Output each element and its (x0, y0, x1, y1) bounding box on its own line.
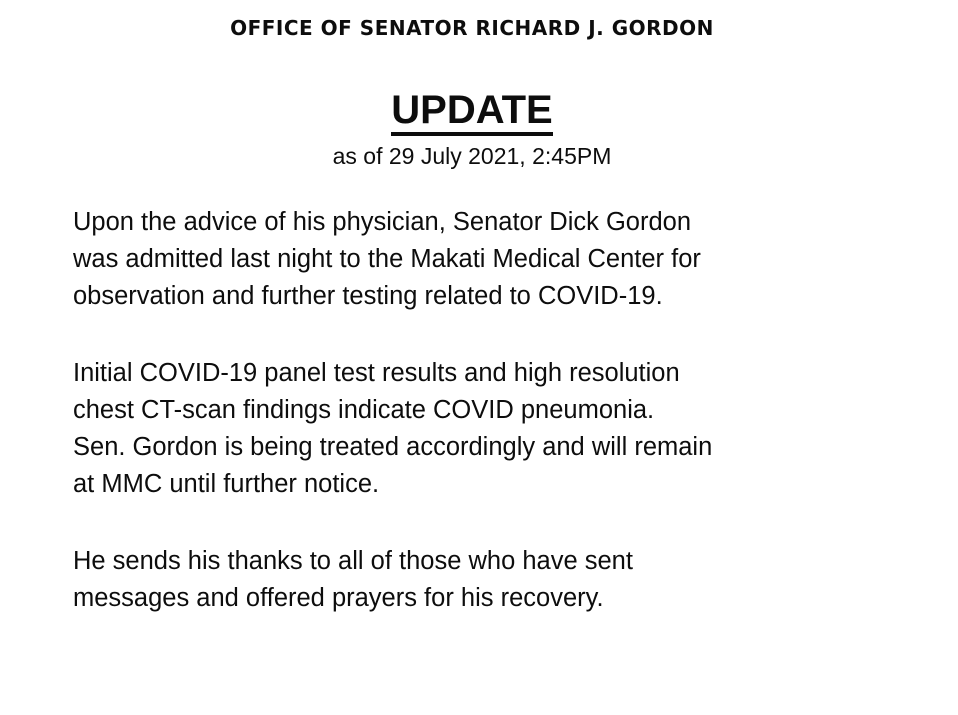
paragraph-line: at MMC until further notice. (73, 470, 380, 498)
update-date: as of 29 July 2021, 2:45PM (332, 143, 612, 169)
paragraph-line: Initial COVID-19 panel test results and high resolution (73, 359, 680, 387)
paragraph-line: Upon the advice of his physician, Senator Dick Gordon (73, 208, 692, 236)
paragraph-test-results (73, 355, 933, 503)
paragraph-line: was admitted last night to the Makati Medical Center for (73, 245, 701, 273)
paragraph-line: observation and further testing related to COVID-19. (73, 282, 663, 310)
paragraph-line: Sen. Gordon is being treated accordingly and will remain (73, 433, 713, 461)
update-title-text: UPDATE (391, 90, 552, 136)
paragraph-line: chest CT-scan findings indicate COVID pneumonia. (73, 396, 655, 424)
paragraph-line: messages and offered prayers for his recovery. (73, 584, 604, 612)
paragraph-thanks (73, 543, 933, 617)
update-title (0, 86, 944, 136)
office-header: OFFICE OF SENATOR RICHARD J. GORDON (230, 16, 714, 40)
paragraph-line: He sends his thanks to all of those who have sent (73, 547, 633, 575)
paragraph-admission (73, 204, 933, 315)
